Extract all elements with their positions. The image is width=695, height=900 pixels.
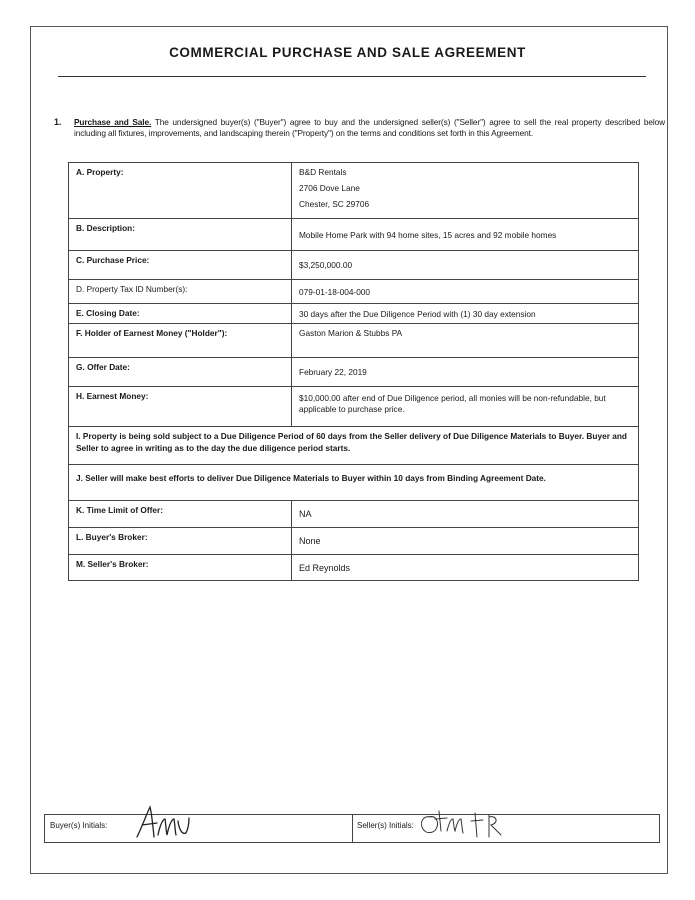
section-heading: Purchase and Sale. [74, 117, 152, 127]
buyer-broker-label: L. Buyer's Broker: [69, 528, 292, 555]
property-line: B&D Rentals [299, 167, 347, 177]
table-row [69, 251, 639, 280]
seller-broker-label: M. Seller's Broker: [69, 555, 292, 581]
table-row [69, 304, 639, 324]
earnest-label: H. Earnest Money: [69, 387, 292, 427]
offer-value: February 22, 2019 [292, 358, 639, 387]
holder-label: F. Holder of Earnest Money ("Holder"): [69, 324, 292, 358]
holder-value: Gaston Marion & Stubbs PA [292, 324, 639, 358]
property-label: A. Property: [69, 163, 292, 219]
section-1 [50, 117, 665, 139]
section-body [74, 117, 665, 139]
seller-broker-value: Ed Reynolds [292, 555, 639, 581]
document-title: COMMERCIAL PURCHASE AND SALE AGREEMENT [169, 45, 526, 60]
table-row [69, 280, 639, 304]
taxid-value: 079-01-18-004-000 [292, 280, 639, 304]
buyer-initials-signature [133, 803, 193, 843]
buyer-broker-value: None [292, 528, 639, 555]
offer-label: G. Offer Date: [69, 358, 292, 387]
taxid-label: D. Property Tax ID Number(s): [69, 280, 292, 304]
table-row [69, 555, 639, 581]
title-rule [58, 76, 646, 77]
section-text: The undersigned buyer(s) ("Buyer") agree to buy and the undersigned seller(s) ("Seller") agree to sell the real property described below including all fixtures, improvements, and landscaping therein ("Property") on the terms and conditions set forth in this Agreement. [74, 117, 666, 138]
table-row [69, 501, 639, 528]
table-row [69, 465, 639, 501]
price-value: $3,250,000.00 [292, 251, 639, 280]
seller-initials-signature [417, 807, 507, 843]
closing-label: E. Closing Date: [69, 304, 292, 324]
terms-table [68, 162, 639, 581]
section-number: 1. [54, 117, 62, 127]
table-row [69, 358, 639, 387]
materials-clause: J. Seller will make best efforts to deliver Due Diligence Materials to Buyer within 10 days from Binding Agreement Date. [69, 465, 639, 501]
time-limit-value: NA [292, 501, 639, 528]
closing-value: 30 days after the Due Diligence Period with (1) 30 day extension [292, 304, 639, 324]
initials-divider [352, 815, 353, 842]
description-label: B. Description: [69, 219, 292, 251]
description-value: Mobile Home Park with 94 home sites, 15 acres and 92 mobile homes [292, 219, 639, 251]
buyer-initials-label: Buyer(s) Initials: [50, 821, 108, 830]
table-row [69, 163, 639, 219]
earnest-value: $10,000.00 after end of Due Diligence period, all monies will be non-refundable, but applicable to purchase price. [292, 387, 639, 427]
price-label: C. Purchase Price: [69, 251, 292, 280]
table-row [69, 219, 639, 251]
initials-box [44, 814, 660, 843]
seller-initials-label: Seller(s) Initials: [357, 821, 414, 830]
property-value [292, 163, 639, 219]
time-limit-label: K. Time Limit of Offer: [69, 501, 292, 528]
table-row [69, 427, 639, 465]
table-row [69, 324, 639, 358]
table-row [69, 387, 639, 427]
property-line: 2706 Dove Lane [299, 183, 360, 193]
due-diligence-clause: I. Property is being sold subject to a Due Diligence Period of 60 days from the Seller delivery of Due Diligence Materials to Buyer. Buyer and Seller to agree in writing as to the day the due diligence period starts. [69, 427, 639, 465]
property-line: Chester, SC 29706 [299, 199, 370, 209]
table-row [69, 528, 639, 555]
